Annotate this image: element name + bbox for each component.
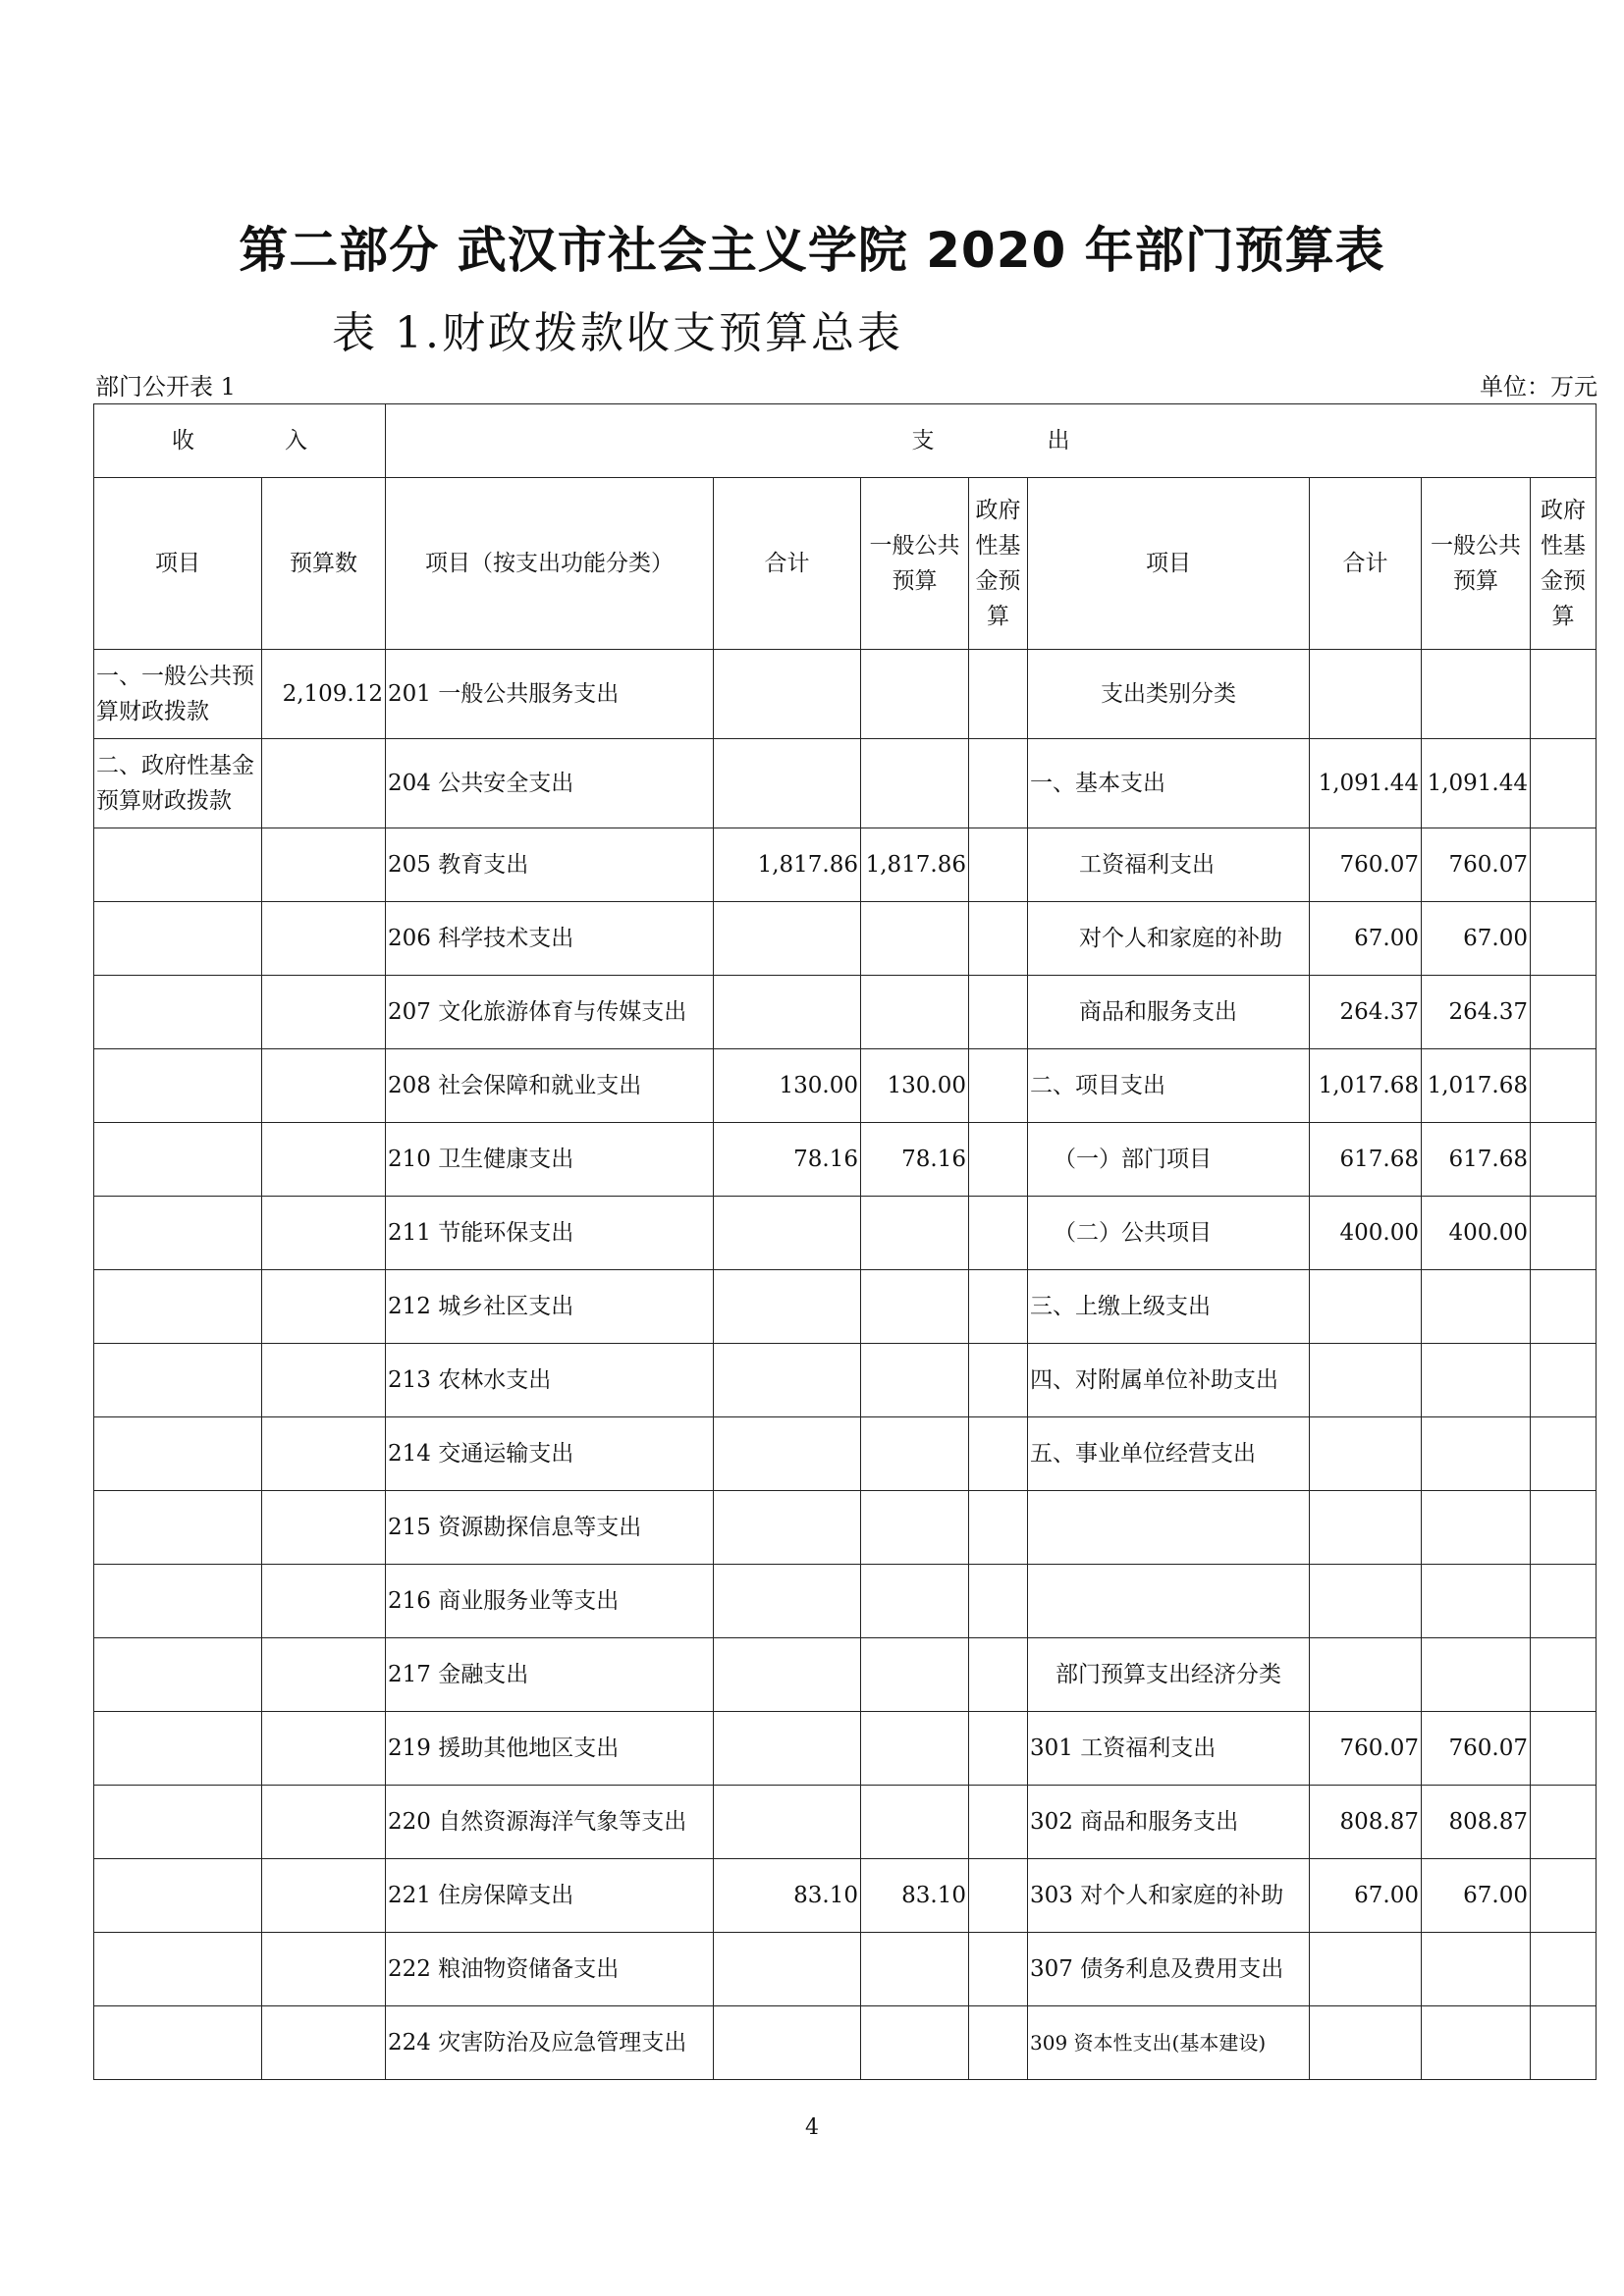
cell-income-budget [262, 2006, 386, 2080]
cell-func-total [714, 739, 861, 828]
cell-income-budget [262, 902, 386, 976]
budget-table [93, 403, 1597, 2080]
cell-income-budget [262, 976, 386, 1049]
page-title: 第二部分 武汉市社会主义学院 2020 年部门预算表 [239, 222, 1385, 279]
cell-income-budget [262, 1270, 386, 1344]
cell-cat-total: 67.00 [1310, 1859, 1422, 1933]
cell-income-budget [262, 1786, 386, 1859]
cell-income-item: 二、政府性基金预算财政拨款 [94, 739, 262, 828]
cell-cat-item: 309 资本性支出(基本建设) [1028, 2006, 1310, 2080]
cell-income-item [94, 902, 262, 976]
table-row [94, 1123, 1597, 1197]
cell-cat-item: 307 债务利息及费用支出 [1028, 1933, 1310, 2006]
cell-func-item: 222 粮油物资储备支出 [386, 1933, 714, 2006]
cell-cat-general: 264.37 [1422, 976, 1531, 1049]
cell-func-item: 204 公共安全支出 [386, 739, 714, 828]
cell-income-item [94, 1344, 262, 1417]
cell-income-item [94, 1859, 262, 1933]
unit-label: 单位：万元 [1480, 373, 1597, 400]
cell-cat-total: 400.00 [1310, 1197, 1422, 1270]
cell-cat-fund [1531, 1270, 1597, 1344]
cell-func-total [714, 1417, 861, 1491]
cell-cat-fund [1531, 1491, 1597, 1565]
cell-cat-item [1028, 1491, 1310, 1565]
cell-cat-fund [1531, 1712, 1597, 1786]
page-number: 4 [805, 2115, 819, 2140]
cell-cat-total: 808.87 [1310, 1786, 1422, 1859]
cell-func-item: 221 住房保障支出 [386, 1859, 714, 1933]
cell-func-item: 201 一般公共服务支出 [386, 650, 714, 739]
cell-func-general: 78.16 [861, 1123, 969, 1197]
income-budget-header: 预算数 [262, 478, 386, 650]
cell-cat-general: 1,017.68 [1422, 1049, 1531, 1123]
cell-func-fund [969, 650, 1028, 739]
cell-func-general: 1,817.86 [861, 828, 969, 902]
cell-func-total [714, 1786, 861, 1859]
cell-func-item: 208 社会保障和就业支出 [386, 1049, 714, 1123]
cell-cat-fund [1531, 1786, 1597, 1859]
table-row [94, 1049, 1597, 1123]
cell-cat-fund [1531, 1638, 1597, 1712]
cell-func-total [714, 1933, 861, 2006]
cell-func-general [861, 1491, 969, 1565]
cell-func-fund [969, 1859, 1028, 1933]
cell-cat-total [1310, 1270, 1422, 1344]
cell-func-general [861, 1565, 969, 1638]
table-row [94, 650, 1597, 739]
cell-cat-total [1310, 650, 1422, 739]
cell-cat-general: 617.68 [1422, 1123, 1531, 1197]
cell-cat-item: 303 对个人和家庭的补助 [1028, 1859, 1310, 1933]
cell-func-fund [969, 739, 1028, 828]
table-row [94, 739, 1597, 828]
cell-cat-fund [1531, 976, 1597, 1049]
cell-func-fund [969, 976, 1028, 1049]
cell-func-general [861, 1712, 969, 1786]
cell-func-item: 217 金融支出 [386, 1638, 714, 1712]
cell-func-fund [969, 1123, 1028, 1197]
cell-income-item [94, 1786, 262, 1859]
cell-func-total [714, 650, 861, 739]
table-row [94, 2006, 1597, 2080]
cell-income-item [94, 1123, 262, 1197]
cell-cat-fund [1531, 650, 1597, 739]
cell-income-budget: 2,109.12 [262, 650, 386, 739]
form-number: 部门公开表 1 [95, 373, 236, 400]
cell-func-total: 130.00 [714, 1049, 861, 1123]
cell-func-item: 220 自然资源海洋气象等支出 [386, 1786, 714, 1859]
cell-func-general [861, 739, 969, 828]
cat-item-header: 项目 [1028, 478, 1310, 650]
cell-func-general [861, 2006, 969, 2080]
cell-func-fund [969, 1786, 1028, 1859]
cell-func-general [861, 1270, 969, 1344]
cell-cat-general [1422, 1933, 1531, 2006]
cell-func-general [861, 1786, 969, 1859]
cell-func-general: 83.10 [861, 1859, 969, 1933]
cell-cat-total [1310, 1344, 1422, 1417]
cell-cat-fund [1531, 1933, 1597, 2006]
cell-income-item [94, 828, 262, 902]
cell-income-budget [262, 1417, 386, 1491]
cell-cat-fund [1531, 1344, 1597, 1417]
cell-cat-item: 支出类别分类 [1028, 650, 1310, 739]
cell-income-budget [262, 1933, 386, 2006]
table-row [94, 1197, 1597, 1270]
cell-func-total: 1,817.86 [714, 828, 861, 902]
table-row [94, 1712, 1597, 1786]
cell-func-total [714, 1565, 861, 1638]
income-header: 收 入 [94, 404, 386, 478]
cell-cat-general [1422, 1491, 1531, 1565]
cell-func-fund [969, 2006, 1028, 2080]
cell-func-general: 130.00 [861, 1049, 969, 1123]
cat-total-header: 合计 [1310, 478, 1422, 650]
table-row [94, 1565, 1597, 1638]
cell-cat-general [1422, 650, 1531, 739]
cell-cat-fund [1531, 1859, 1597, 1933]
table-row [94, 1417, 1597, 1491]
table-row [94, 1859, 1597, 1933]
cell-cat-general [1422, 1565, 1531, 1638]
cell-func-fund [969, 1197, 1028, 1270]
cell-cat-general [1422, 1638, 1531, 1712]
table-row [94, 1491, 1597, 1565]
cell-cat-general [1422, 1344, 1531, 1417]
cell-cat-general [1422, 2006, 1531, 2080]
cell-income-budget [262, 1123, 386, 1197]
cell-func-general [861, 1417, 969, 1491]
cell-func-fund [969, 1712, 1028, 1786]
cell-cat-item [1028, 1565, 1310, 1638]
cat-general-header: 一般公共预算 [1422, 478, 1531, 650]
cell-cat-general: 67.00 [1422, 1859, 1531, 1933]
cell-cat-general: 808.87 [1422, 1786, 1531, 1859]
cell-func-total [714, 1491, 861, 1565]
func-general-header: 一般公共预算 [861, 478, 969, 650]
cat-fund-header: 政府性基金预算 [1531, 478, 1597, 650]
cell-func-item: 207 文化旅游体育与传媒支出 [386, 976, 714, 1049]
cell-cat-general: 400.00 [1422, 1197, 1531, 1270]
cell-income-item [94, 1565, 262, 1638]
cell-func-fund [969, 1417, 1028, 1491]
cell-func-total [714, 902, 861, 976]
cell-func-general [861, 976, 969, 1049]
cell-func-general [861, 902, 969, 976]
cell-cat-total: 67.00 [1310, 902, 1422, 976]
cell-func-fund [969, 1491, 1028, 1565]
cell-income-budget [262, 739, 386, 828]
cell-func-total [714, 1344, 861, 1417]
cell-cat-fund [1531, 1197, 1597, 1270]
cell-cat-total: 760.07 [1310, 1712, 1422, 1786]
cell-func-item: 224 灾害防治及应急管理支出 [386, 2006, 714, 2080]
table-row [94, 828, 1597, 902]
table-subtitle: 表 1.财政拨款收支预算总表 [332, 308, 903, 358]
cell-cat-item: 三、上缴上级支出 [1028, 1270, 1310, 1344]
cell-cat-total [1310, 1417, 1422, 1491]
cell-func-total: 78.16 [714, 1123, 861, 1197]
cell-income-item [94, 1049, 262, 1123]
cell-func-item: 214 交通运输支出 [386, 1417, 714, 1491]
cell-func-fund [969, 1270, 1028, 1344]
cell-func-fund [969, 1933, 1028, 2006]
table-row [94, 1786, 1597, 1859]
cell-cat-fund [1531, 1123, 1597, 1197]
table-row [94, 1638, 1597, 1712]
cell-cat-total [1310, 1933, 1422, 2006]
cell-income-item [94, 1197, 262, 1270]
cell-func-item: 212 城乡社区支出 [386, 1270, 714, 1344]
cell-cat-general [1422, 1270, 1531, 1344]
cell-income-item [94, 2006, 262, 2080]
cell-func-item: 216 商业服务业等支出 [386, 1565, 714, 1638]
func-item-header: 项目（按支出功能分类） [386, 478, 714, 650]
cell-cat-fund [1531, 1417, 1597, 1491]
cell-income-budget [262, 828, 386, 902]
table-row [94, 1270, 1597, 1344]
cell-func-item: 206 科学技术支出 [386, 902, 714, 976]
func-total-header: 合计 [714, 478, 861, 650]
table-row [94, 1933, 1597, 2006]
cell-income-item [94, 1933, 262, 2006]
cell-func-total [714, 1270, 861, 1344]
cell-func-fund [969, 902, 1028, 976]
cell-income-item [94, 1270, 262, 1344]
cell-cat-general: 67.00 [1422, 902, 1531, 976]
expense-header: 支 出 [386, 404, 1597, 478]
table-row [94, 1344, 1597, 1417]
cell-func-item: 210 卫生健康支出 [386, 1123, 714, 1197]
cell-cat-item: 五、事业单位经营支出 [1028, 1417, 1310, 1491]
cell-cat-general [1422, 1417, 1531, 1491]
cell-cat-total [1310, 1638, 1422, 1712]
cell-income-item: 一、一般公共预算财政拨款 [94, 650, 262, 739]
cell-func-total [714, 976, 861, 1049]
cell-cat-general: 760.07 [1422, 828, 1531, 902]
cell-income-budget [262, 1638, 386, 1712]
cell-func-item: 219 援助其他地区支出 [386, 1712, 714, 1786]
cell-cat-item: 工资福利支出 [1028, 828, 1310, 902]
cell-func-fund [969, 828, 1028, 902]
cell-cat-fund [1531, 2006, 1597, 2080]
cell-func-fund [969, 1049, 1028, 1123]
table-row [94, 976, 1597, 1049]
cell-func-general [861, 1197, 969, 1270]
cell-func-item: 215 资源勘探信息等支出 [386, 1491, 714, 1565]
func-fund-header: 政府性基金预算 [969, 478, 1028, 650]
cell-cat-total [1310, 1565, 1422, 1638]
cell-func-total [714, 1197, 861, 1270]
cell-func-general [861, 650, 969, 739]
cell-func-fund [969, 1344, 1028, 1417]
cell-func-total [714, 1712, 861, 1786]
cell-func-general [861, 1638, 969, 1712]
cell-income-budget [262, 1712, 386, 1786]
cell-cat-fund [1531, 739, 1597, 828]
cell-income-budget [262, 1049, 386, 1123]
cell-cat-item: 301 工资福利支出 [1028, 1712, 1310, 1786]
cell-cat-item: 商品和服务支出 [1028, 976, 1310, 1049]
cell-income-budget [262, 1197, 386, 1270]
table-row [94, 902, 1597, 976]
cell-func-item: 213 农林水支出 [386, 1344, 714, 1417]
cell-cat-item: 二、项目支出 [1028, 1049, 1310, 1123]
cell-income-item [94, 1638, 262, 1712]
cell-func-item: 211 节能环保支出 [386, 1197, 714, 1270]
cell-income-budget [262, 1859, 386, 1933]
cell-cat-total: 264.37 [1310, 976, 1422, 1049]
cell-func-total [714, 1638, 861, 1712]
income-item-header: 项目 [94, 478, 262, 650]
cell-cat-fund [1531, 1565, 1597, 1638]
cell-cat-general: 760.07 [1422, 1712, 1531, 1786]
cell-cat-total [1310, 2006, 1422, 2080]
cell-cat-item: （二）公共项目 [1028, 1197, 1310, 1270]
cell-cat-item: 一、基本支出 [1028, 739, 1310, 828]
cell-cat-fund [1531, 1049, 1597, 1123]
cell-income-budget [262, 1344, 386, 1417]
cell-income-item [94, 1712, 262, 1786]
cell-cat-total [1310, 1491, 1422, 1565]
cell-cat-item: 302 商品和服务支出 [1028, 1786, 1310, 1859]
cell-func-item: 205 教育支出 [386, 828, 714, 902]
cell-cat-general: 1,091.44 [1422, 739, 1531, 828]
cell-cat-total: 1,017.68 [1310, 1049, 1422, 1123]
cell-func-fund [969, 1565, 1028, 1638]
cell-cat-fund [1531, 828, 1597, 902]
cell-cat-total: 1,091.44 [1310, 739, 1422, 828]
cell-func-total [714, 2006, 861, 2080]
cell-func-general [861, 1344, 969, 1417]
cell-income-item [94, 1417, 262, 1491]
cell-income-budget [262, 1565, 386, 1638]
cell-cat-item: （一）部门项目 [1028, 1123, 1310, 1197]
cell-income-item [94, 976, 262, 1049]
cell-func-fund [969, 1638, 1028, 1712]
cell-cat-fund [1531, 902, 1597, 976]
cell-func-general [861, 1933, 969, 2006]
cell-cat-total: 760.07 [1310, 828, 1422, 902]
cell-cat-total: 617.68 [1310, 1123, 1422, 1197]
cell-func-total: 83.10 [714, 1859, 861, 1933]
cell-cat-item: 四、对附属单位补助支出 [1028, 1344, 1310, 1417]
cell-cat-item: 对个人和家庭的补助 [1028, 902, 1310, 976]
cell-income-budget [262, 1491, 386, 1565]
cell-cat-item: 部门预算支出经济分类 [1028, 1638, 1310, 1712]
cell-income-item [94, 1491, 262, 1565]
